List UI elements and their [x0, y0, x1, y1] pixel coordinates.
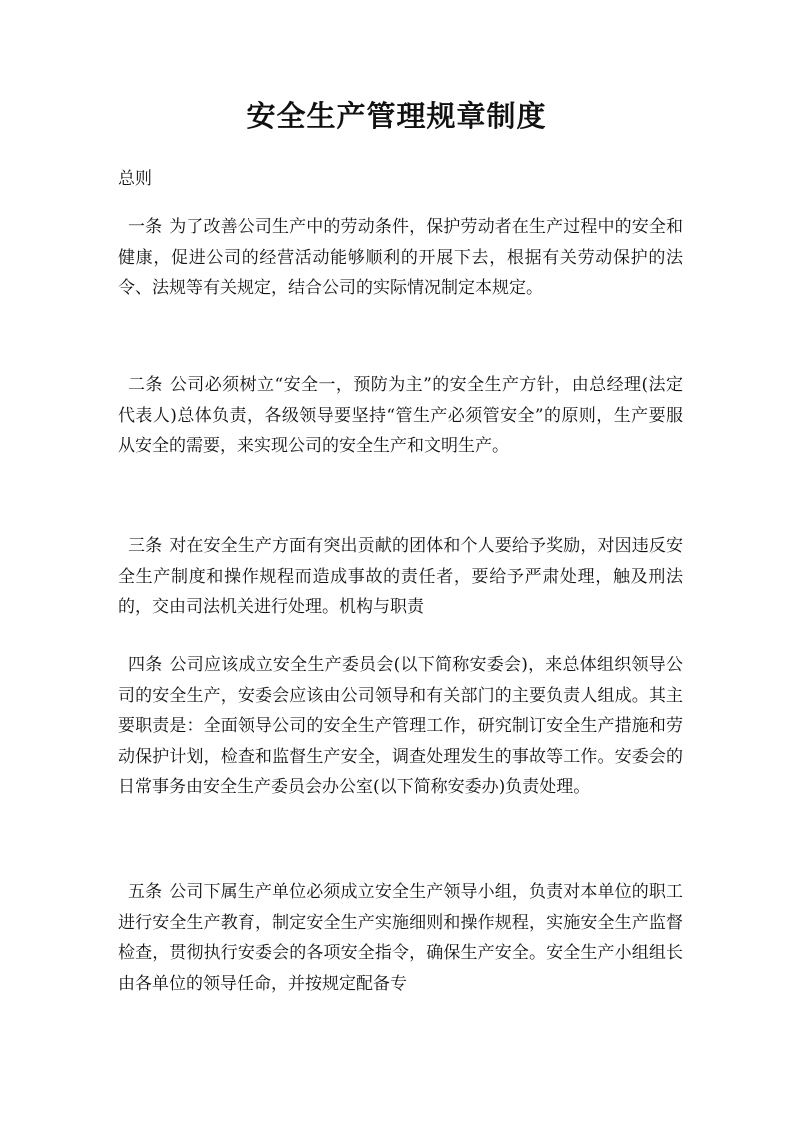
- article-text: 公司下属生产单位必须成立安全生产领导小组，负责对本单位的职工进行安全生产教育，制定安全生产实施细则和操作规程，实施安全生产监督检查，贯彻执行安委会的各项安全指令，确保生产安全。安全生产小组组长由各单位的领导任命，并按规定配备专: [118, 882, 684, 994]
- article-number: 二条: [128, 375, 163, 395]
- article-1: [118, 212, 683, 304]
- section-heading: 总则: [118, 169, 152, 189]
- document-title: 安全生产管理规章制度: [246, 99, 547, 133]
- article-text: 对在安全生产方面有突出贡献的团体和个人要给予奖励，对因违反安全生产制度和操作规程而造成事故的责任者，要给予严肃处理，触及刑法的，交由司法机关进行处理。机构与职责: [118, 536, 684, 617]
- article-5: [118, 877, 683, 999]
- article-number: 三条: [128, 536, 163, 556]
- article-number: 一条: [128, 217, 163, 237]
- article-number: 五条: [128, 882, 163, 902]
- article-number: 四条: [128, 655, 163, 675]
- article-text: 公司必须树立“安全一，预防为主”的安全生产方针，由总经理(法定代表人)总体负责，各级领导要坚持“管生产必须管安全”的原则，生产要服从安全的需要，来实现公司的安全生产和文明生产。: [118, 375, 683, 456]
- article-2: [118, 370, 683, 462]
- article-4: [118, 650, 683, 803]
- article-3: [118, 531, 683, 623]
- article-text: 公司应该成立安全生产委员会(以下简称安委会)，来总体组织领导公司的安全生产，安委会应该由公司领导和有关部门的主要负责人组成。其主要职责是：全面领导公司的安全生产管理工作，研究制订安全生产措施和劳动保护计划，检查和监督生产安全，调查处理发生的事故等工作。安委会的日常事务由安全生产委员会办公室(以下简称安委办)负责处理。: [118, 655, 683, 797]
- article-text: 为了改善公司生产中的劳动条件，保护劳动者在生产过程中的安全和健康，促进公司的经营活动能够顺利的开展下去，根据有关劳动保护的法令、法规等有关规定，结合公司的实际情况制定本规定。: [118, 217, 684, 298]
